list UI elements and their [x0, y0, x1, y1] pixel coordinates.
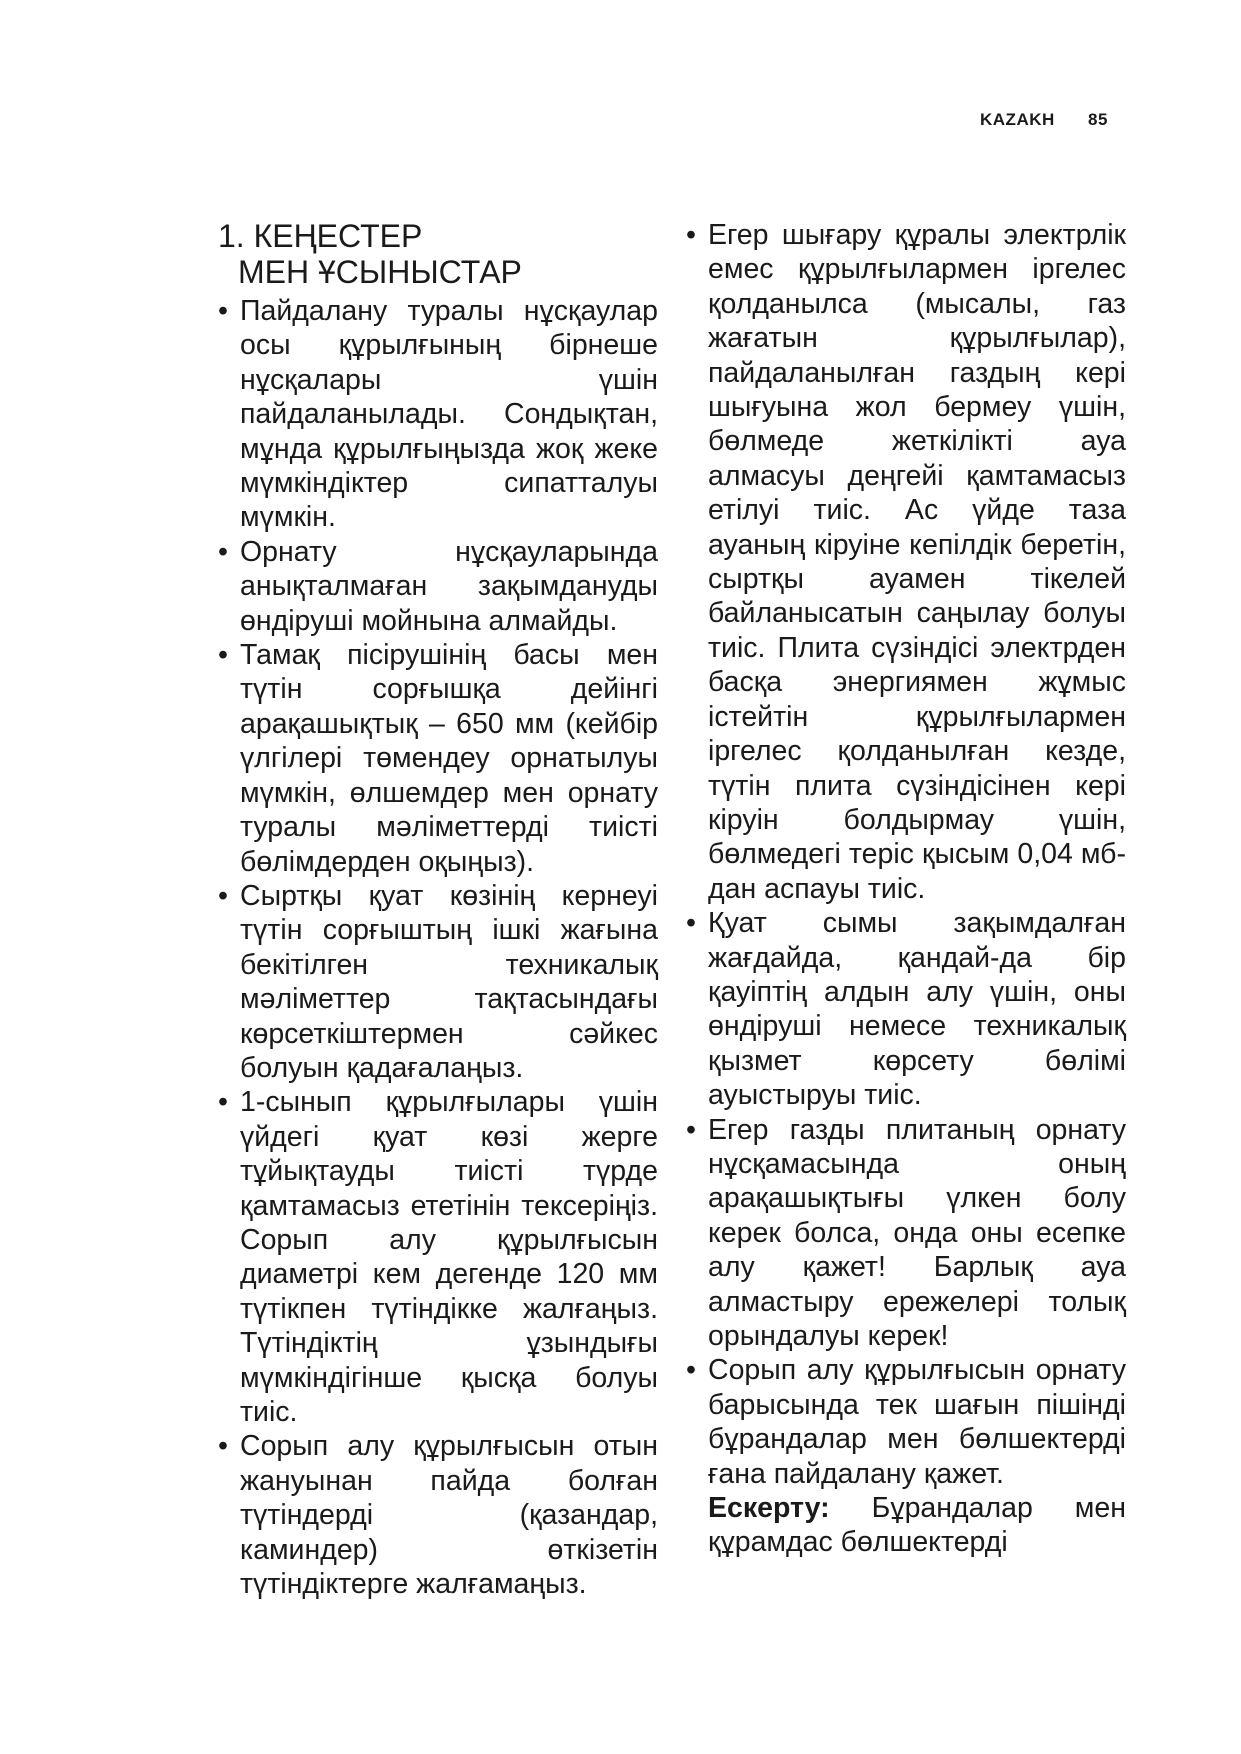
right-bullet-list [686, 218, 1126, 1491]
right-column [686, 218, 1126, 1560]
page-header [980, 110, 1108, 130]
list-item: • Пайдалану туралы нұсқаулар осы құрылғының бірнеше нұсқалары үшін пайдаланылады. Сондықтан, мұнда құрылғыңызда жоқ жеке мүмкіндіктер сипатталуы мүмкін. [218, 294, 658, 535]
list-item: • 1-сынып құрылғылары үшін үйдегі қуат көзі жерге тұйықтауды тиісті түрде қамтамасыз ететінін тексеріңіз. Сорып алу құрылғысын диаметрі кем дегенде 120 мм түтікпен түтіндікке жалғаңыз. Түтіндіктің ұзындығы мүмкіндігінше қысқа болуы тиіс. [218, 1085, 658, 1429]
list-item: • Тамақ пісірушінің басы мен түтін сорғышқа дейінгі арақашықтық – 650 мм (кейбір үлгілері төмендеу орнатылуы мүмкін, өлшемдер мен орнату туралы мәліметтерді тиісті бөлімдерден оқыңыз). [218, 638, 658, 879]
warning-label: Ескерту: [708, 1492, 830, 1525]
section-title-line2: МЕН ҰСЫНЫСТАР [238, 254, 522, 290]
language-label: KAZAKH [980, 110, 1055, 129]
list-item: • Сорып алу құрылғысын отын жануынан пайда болған түтіндерді (қазандар, каминдер) өткізетін түтіндіктерге жалғамаңыз. [218, 1429, 658, 1601]
section-title [218, 218, 658, 290]
list-item: • Қуат сымы зақымдалған жағдайда, қандай-да бір қауіптің алдын алу үшін, оны өндіруші немесе техникалық қызмет көрсету бөлімі ауыстыруы тиіс. [686, 906, 1126, 1112]
list-item: • Сорып алу құрылғысын орнату барысында тек шағын пішінді бұрандалар мен бөлшектерді ғана пайдалану қажет. [686, 1353, 1126, 1491]
left-bullet-list [218, 294, 658, 1601]
warning-text: Бұрандалар мен құрамдас бөлшектерді [708, 1492, 1126, 1559]
left-column [218, 218, 658, 1601]
list-item: • Егер шығару құралы электрлік емес құрылғылармен іргелес қолданылса (мысалы, газ жағатын құрылғылар), пайдаланылған газдың кері шығуына жол бермеу үшін, бөлмеде жеткілікті ауа алмасуы деңгейі қамтамасыз етілуі тиіс. Ас үйде таза ауаның кіруіне кепілдік беретін, сыртқы ауамен тікелей байланысатын саңылау болуы тиіс. Плита сүзіндісі электрден басқа энергиямен жұмыс істейтін құрылғылармен іргелес қолданылған кезде, түтін плита сүзіндісінен кері кіруін болдырмау үшін, бөлмедегі теріс қысым 0,04 мб-дан аспауы тиіс. [686, 218, 1126, 906]
list-item: • Егер газды плитаның орнату нұсқамасында оның арақашықтығы үлкен болу керек болса, онда оны есепке алу қажет! Барлық ауа алмастыру ережелері толық орындалуы керек! [686, 1113, 1126, 1354]
page-number: 85 [1088, 110, 1108, 129]
section-title-line1: 1. КЕҢЕСТЕР [218, 218, 423, 254]
warning-note [686, 1491, 1126, 1560]
list-item: • Орнату нұсқауларында анықталмаған зақымдануды өндіруші мойнына алмайды. [218, 535, 658, 638]
list-item: • Сыртқы қуат көзінің кернеуі түтін сорғыштың ішкі жағына бекітілген техникалық мәліметтер тақтасындағы көрсеткіштермен сәйкес болуын қадағалаңыз. [218, 879, 658, 1085]
